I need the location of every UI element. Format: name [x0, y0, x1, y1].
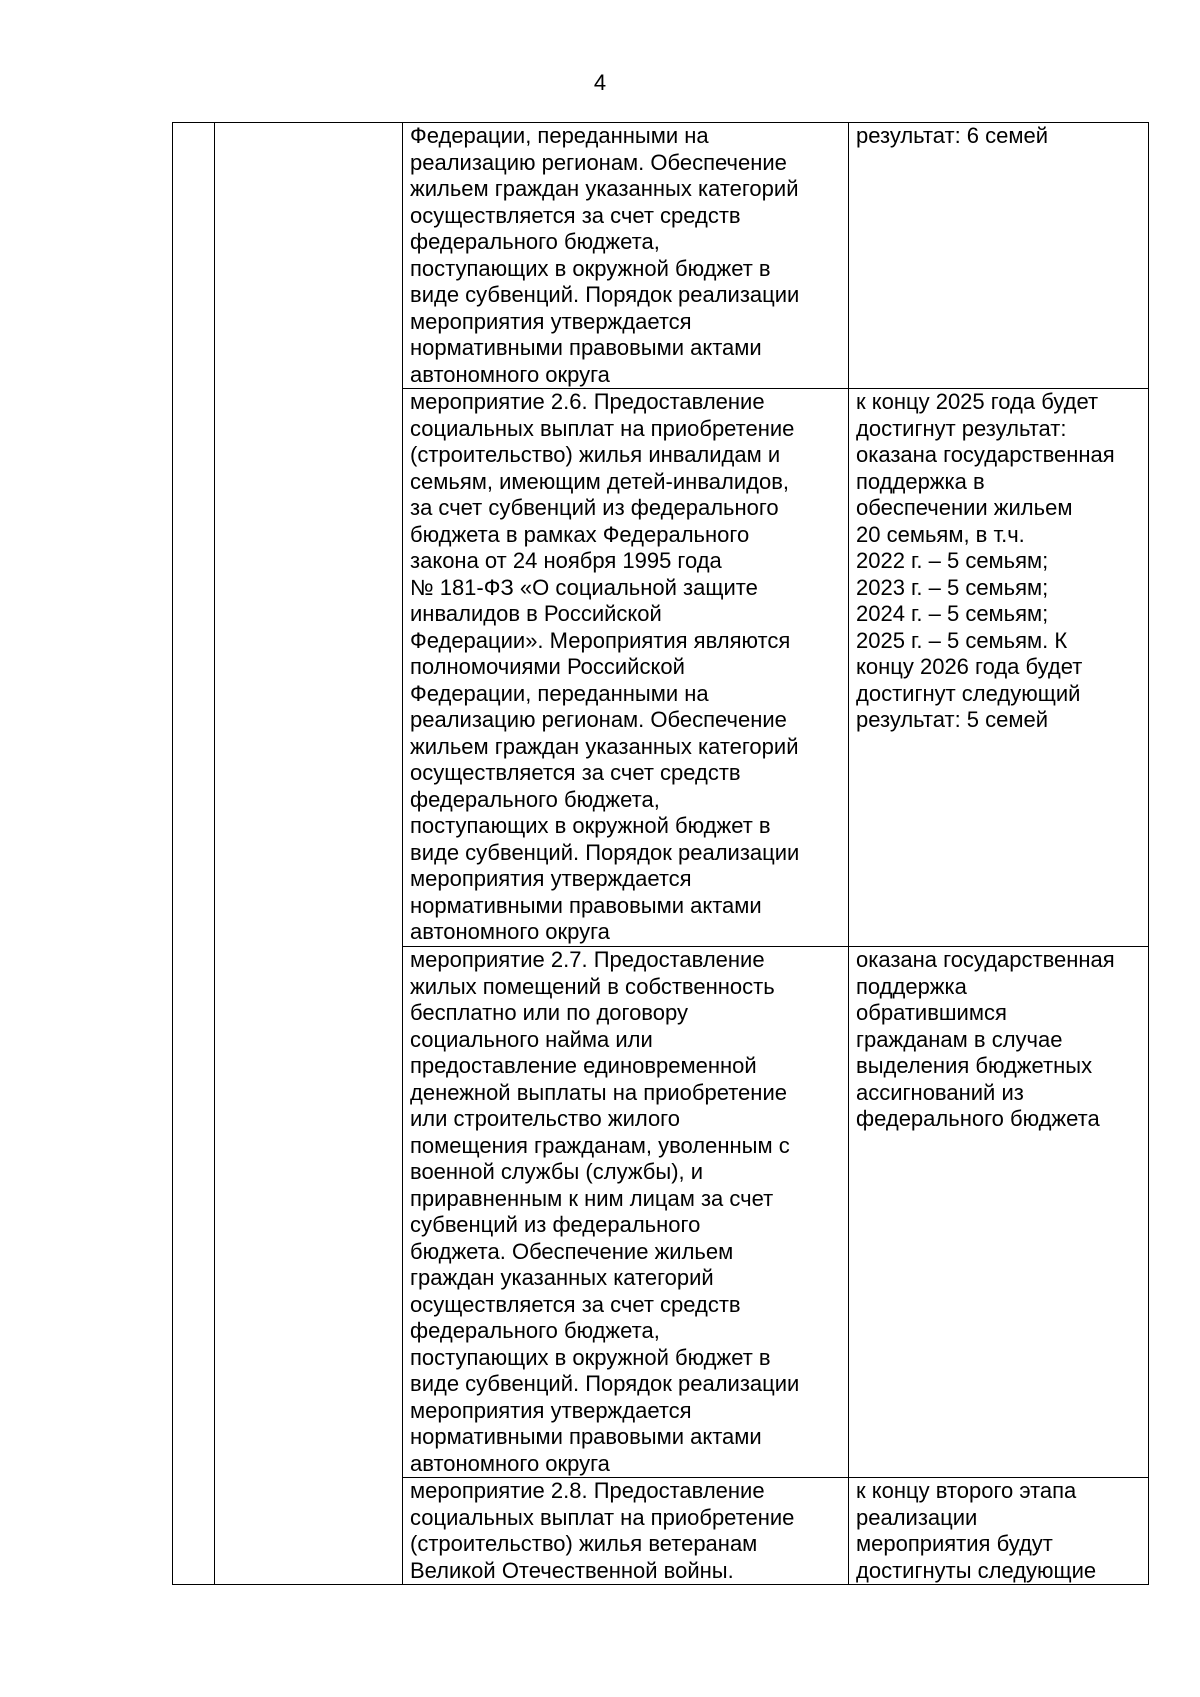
measure-result-cell: к концу 2025 года будет достигнут результат: оказана государственная поддержка в обеспечении жильем 20 семьям, в т.ч. 2022 г. – 5 семьям; 2023 г. – 5 семьям; 2024 г. – 5 семьям; 2025 г. – 5 семьям. К концу 2026 года будет достигнут следующий результат: 5 семей	[849, 389, 1149, 947]
program-element-cell	[215, 123, 403, 1585]
row-number-cell	[173, 123, 215, 1585]
measure-description-cell: мероприятие 2.8. Предоставление социальных выплат на приобретение (строительство) жилья ветеранам Великой Отечественной войны.	[403, 1478, 849, 1585]
measure-description-cell: мероприятие 2.7. Предоставление жилых помещений в собственность бесплатно или по договору социального найма или предоставление единовременной денежной выплаты на приобретение или строительство жилого помещения гражданам, уволенным с военной службы (службы), и приравненным к ним лицам за счет субвенций из федерального бюджета. Обеспечение жильем граждан указанных категорий осуществляется за счет средств федерального бюджета, поступающих в окружной бюджет в виде субвенций. Порядок реализации мероприятия утверждается нормативными правовыми актами автономного округа	[403, 947, 849, 1478]
measure-description-cell: Федерации, переданными на реализацию регионам. Обеспечение жильем граждан указанных категорий осуществляется за счет средств федерального бюджета, поступающих в окружной бюджет в виде субвенций. Порядок реализации мероприятия утверждается нормативными правовыми актами автономного округа	[403, 123, 849, 389]
measure-result-cell: к концу второго этапа реализации мероприятия будут достигнуты следующие	[849, 1478, 1149, 1585]
table-row	[173, 123, 1149, 389]
measures-table	[172, 122, 1149, 1585]
measure-result-cell: оказана государственная поддержка обратившимся гражданам в случае выделения бюджетных ассигнований из федерального бюджета	[849, 947, 1149, 1478]
page-number: 4	[593, 70, 607, 95]
measure-result-cell: результат: 6 семей	[849, 123, 1149, 389]
measure-description-cell: мероприятие 2.6. Предоставление социальных выплат на приобретение (строительство) жилья инвалидам и семьям, имеющим детей-инвалидов, за счет субвенций из федерального бюджета в рамках Федерального закона от 24 ноября 1995 года № 181-ФЗ «О социальной защите инвалидов в Российской Федерации». Мероприятия являются полномочиями Российской Федерации, переданными на реализацию регионам. Обеспечение жильем граждан указанных категорий осуществляется за счет средств федерального бюджета, поступающих в окружной бюджет в виде субвенций. Порядок реализации мероприятия утверждается нормативными правовыми актами автономного округа	[403, 389, 849, 947]
